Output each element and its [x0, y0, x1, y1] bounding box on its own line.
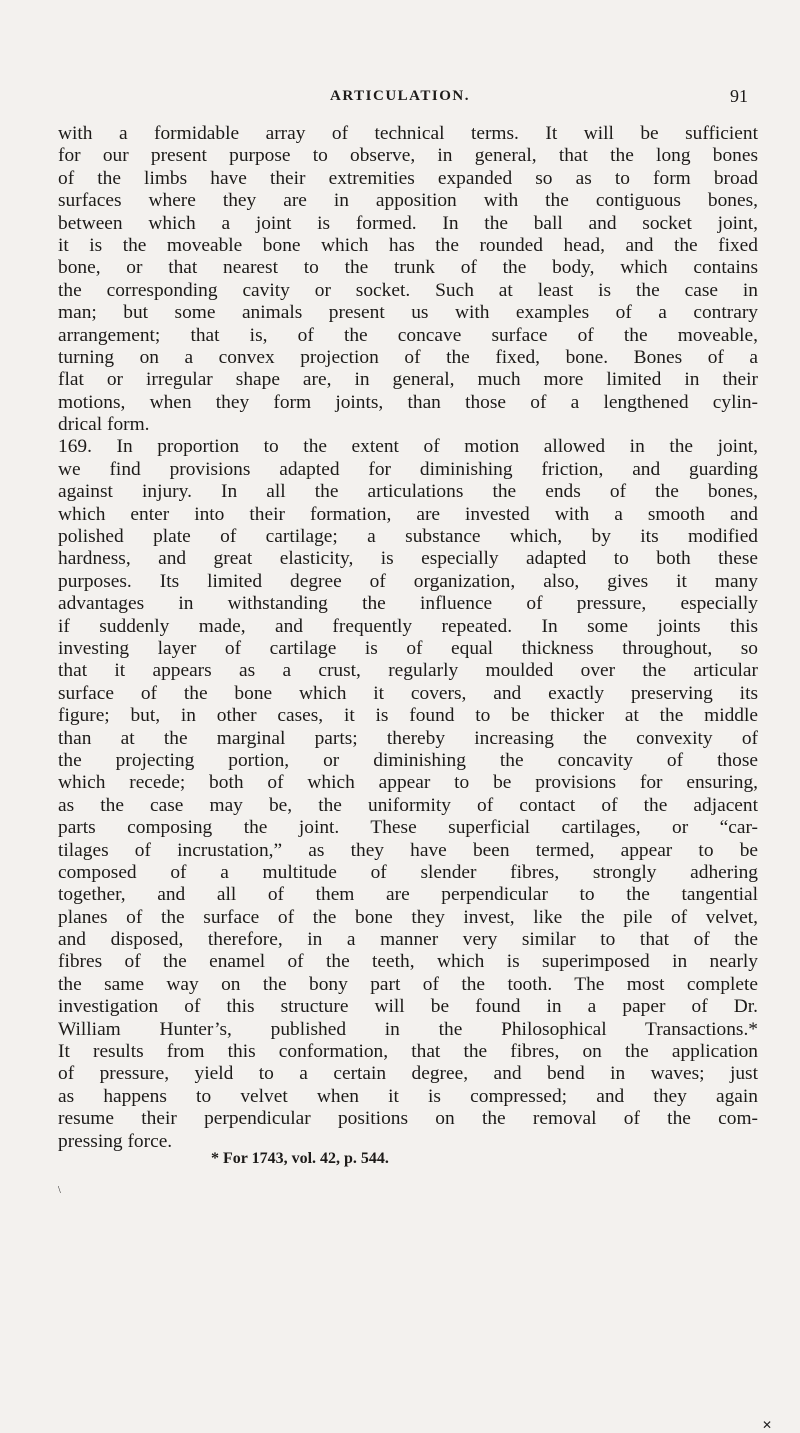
text-line: together, and all of them are perpendicular to the tangential: [58, 884, 758, 906]
margin-mark: \: [58, 1185, 61, 1196]
text-line: the same way on the bony part of the tooth. The most complete: [58, 973, 758, 995]
body-text: [58, 123, 758, 1153]
text-line: flat or irregular shape are, in general, much more limited in their: [58, 369, 758, 391]
text-line: parts composing the joint. These superficial cartilages, or “car-: [58, 817, 758, 839]
text-line: which recede; both of which appear to be provisions for ensuring,: [58, 772, 758, 794]
text-line: it is the moveable bone which has the rounded head, and the fixed: [58, 234, 758, 256]
page-number: 91: [730, 86, 748, 106]
text-line: planes of the surface of the bone they invest, like the pile of velvet,: [58, 906, 758, 928]
text-line: for our present purpose to observe, in general, that the long bones: [58, 145, 758, 167]
text-line: William Hunter’s, published in the Philosophical Transactions.*: [58, 1018, 758, 1040]
text-line: 169. In proportion to the extent of motion allowed in the joint,: [58, 436, 758, 458]
text-line: polished plate of cartilage; a substance which, by its modified: [58, 526, 758, 548]
text-line: pressing force.: [58, 1130, 173, 1152]
text-line: hardness, and great elasticity, is especially adapted to both these: [58, 548, 758, 570]
text-line: of the limbs have their extremities expanded so as to form broad: [58, 167, 758, 189]
text-line: as the case may be, the uniformity of contact of the adjacent: [58, 794, 758, 816]
text-line: man; but some animals present us with examples of a contrary: [58, 302, 758, 324]
text-line: and disposed, therefore, in a manner very similar to that of the: [58, 929, 758, 951]
text-line: advantages in withstanding the influence of pressure, especially: [58, 593, 758, 615]
text-line: It results from this conformation, that the fibres, on the application: [58, 1041, 758, 1063]
text-line: against injury. In all the articulations the ends of the bones,: [58, 481, 758, 503]
text-line: the corresponding cavity or socket. Such at least is the case in: [58, 279, 758, 301]
text-line: of pressure, yield to a certain degree, and bend in waves; just: [58, 1063, 758, 1085]
footnote: * For 1743, vol. 42, p. 544.: [211, 1150, 389, 1167]
text-line: fibres of the enamel of the teeth, which is superimposed in nearly: [58, 951, 758, 973]
text-line: surface of the bone which it covers, and exactly preserving its: [58, 682, 758, 704]
text-line: motions, when they form joints, than those of a lengthened cylin-: [58, 391, 758, 413]
text-line: composed of a multitude of slender fibres, strongly adhering: [58, 861, 758, 883]
text-line: that it appears as a crust, regularly moulded over the articular: [58, 660, 758, 682]
text-line: figure; but, in other cases, it is found to be thicker at the middle: [58, 705, 758, 727]
text-line: investigation of this structure will be found in a paper of Dr.: [58, 996, 758, 1018]
text-line: resume their perpendicular positions on the removal of the com-: [58, 1108, 758, 1130]
text-line: with a formidable array of technical terms. It will be sufficient: [58, 123, 758, 144]
text-line: as happens to velvet when it is compressed; and they again: [58, 1085, 758, 1107]
text-line: tilages of incrustation,” as they have been termed, appear to be: [58, 839, 758, 861]
text-line: if suddenly made, and frequently repeated. In some joints this: [58, 615, 758, 637]
running-title: ARTICULATION.: [330, 88, 470, 104]
text-line: investing layer of cartilage is of equal thickness throughout, so: [58, 637, 758, 659]
text-line: surfaces where they are in apposition with the contiguous bones,: [58, 190, 758, 212]
text-line: we find provisions adapted for diminishing friction, and guarding: [58, 458, 758, 480]
text-line: arrangement; that is, of the concave surface of the moveable,: [58, 324, 758, 346]
text-line: turning on a convex projection of the fixed, bone. Bones of a: [58, 346, 758, 368]
text-line: between which a joint is formed. In the ball and socket joint,: [58, 212, 758, 234]
corner-mark: ✕: [762, 1418, 773, 1432]
text-line: bone, or that nearest to the trunk of the body, which contains: [58, 257, 758, 279]
text-line: the projecting portion, or diminishing the concavity of those: [58, 749, 758, 771]
text-line: purposes. Its limited degree of organization, also, gives it many: [58, 570, 758, 592]
text-line: drical form.: [58, 414, 150, 436]
running-head: [0, 88, 800, 110]
text-line: than at the marginal parts; thereby increasing the convexity of: [58, 727, 758, 749]
text-line: which enter into their formation, are invested with a smooth and: [58, 503, 758, 525]
